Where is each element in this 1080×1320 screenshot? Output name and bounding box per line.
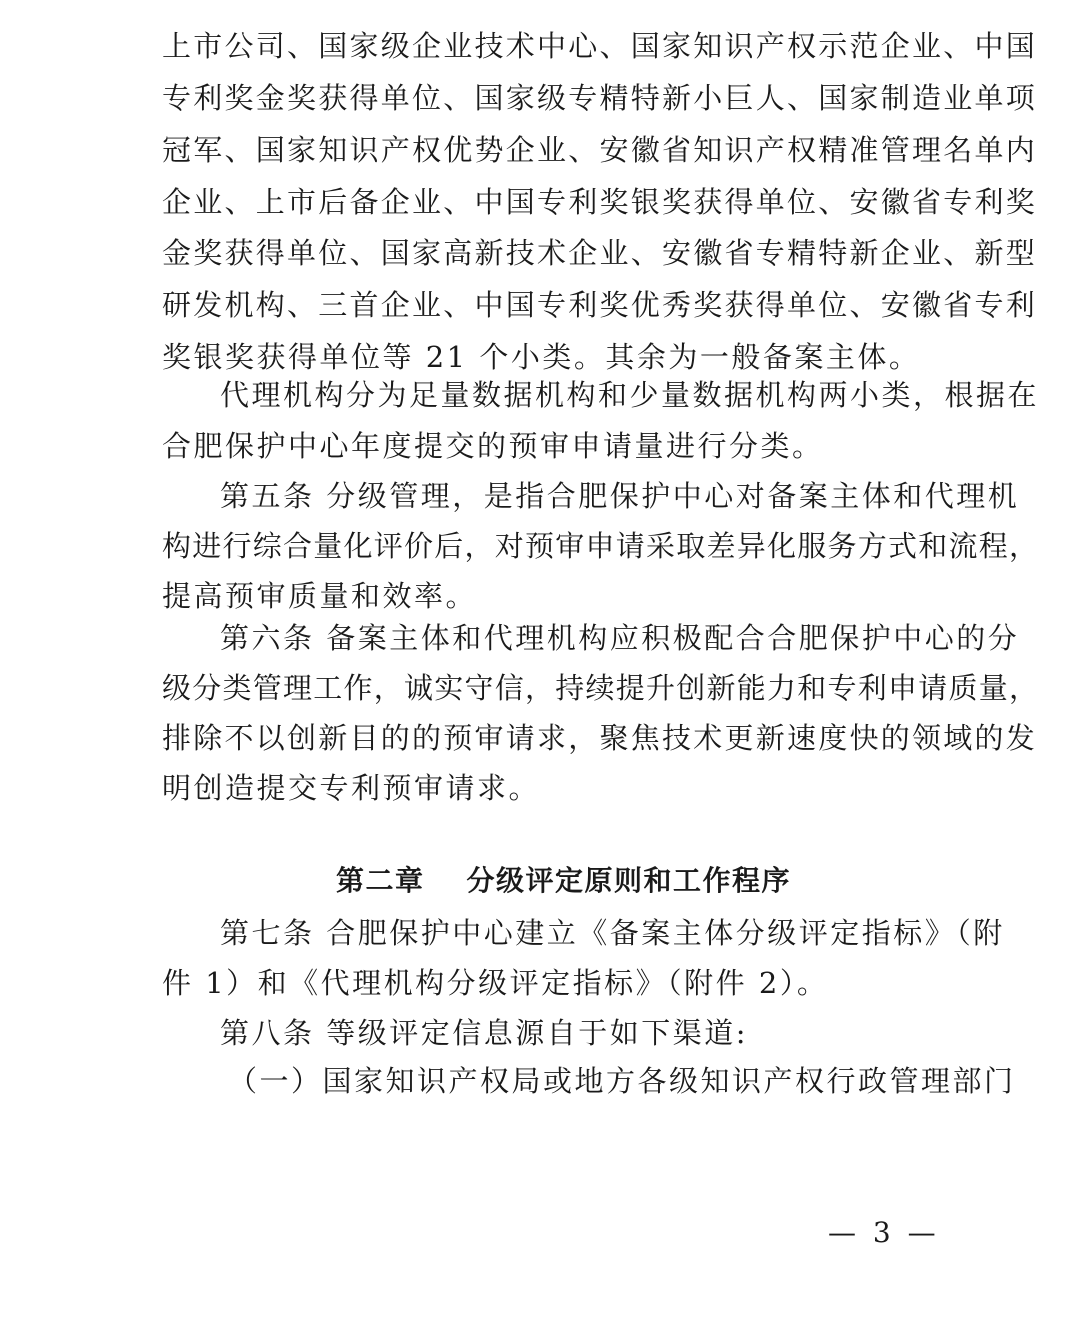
text-line: 金奖获得单位、国家高新技术企业、安徽省专精特新企业、新型 (162, 236, 1038, 270)
text-line: 合肥保护中心年度提交的预审申请量进行分类。 (162, 429, 824, 463)
text-line: 企业、上市后备企业、中国专利奖银奖获得单位、安徽省专利奖 (162, 185, 1038, 219)
text-line: 件 1）和《代理机构分级评定指标》（附件 2）。 (162, 966, 829, 1000)
paragraph-first-line: 代理机构分为足量数据机构和少量数据机构两小类，根据在 (220, 378, 1040, 412)
article-7-first-line: 第七条 合肥保护中心建立《备案主体分级评定指标》（附 (220, 916, 1005, 950)
chapter-number: 第二章 (336, 864, 425, 897)
chapter-heading (336, 863, 791, 899)
text-line: 研发机构、三首企业、中国专利奖优秀奖获得单位、安徽省专利 (162, 288, 1038, 322)
text-line: 专利奖金奖获得单位、国家级专精特新小巨人、国家制造业单项 (162, 81, 1038, 115)
article-6-first-line: 第六条 备案主体和代理机构应积极配合合肥保护中心的分 (220, 621, 1020, 655)
text-line: 级分类管理工作，诚实守信，持续提升创新能力和专利申请质量， (162, 671, 1040, 705)
text-line: 奖银奖获得单位等 21 个小类。其余为一般备案主体。 (162, 340, 921, 374)
text-line: 构进行综合量化评价后，对预审申请采取差异化服务方式和流程， (162, 529, 1040, 563)
text-line: 排除不以创新目的的预审请求，聚焦技术更新速度快的领域的发 (162, 721, 1038, 755)
text-line: 明创造提交专利预审请求。 (162, 771, 541, 805)
text-line: 上市公司、国家级企业技术中心、国家知识产权示范企业、中国 (162, 29, 1038, 63)
chapter-title: 分级评定原则和工作程序 (466, 864, 792, 897)
text-line: 冠军、国家知识产权优势企业、安徽省知识产权精准管理名单内 (162, 133, 1038, 167)
list-item-1: （一）国家知识产权局或地方各级知识产权行政管理部门 (228, 1064, 1016, 1098)
page-number: — 3 — (828, 1216, 940, 1249)
article-5-first-line: 第五条 分级管理，是指合肥保护中心对备案主体和代理机 (220, 479, 1020, 513)
text-line: 提高预审质量和效率。 (162, 579, 478, 613)
article-8-first-line: 第八条 等级评定信息源自于如下渠道: (220, 1016, 748, 1050)
